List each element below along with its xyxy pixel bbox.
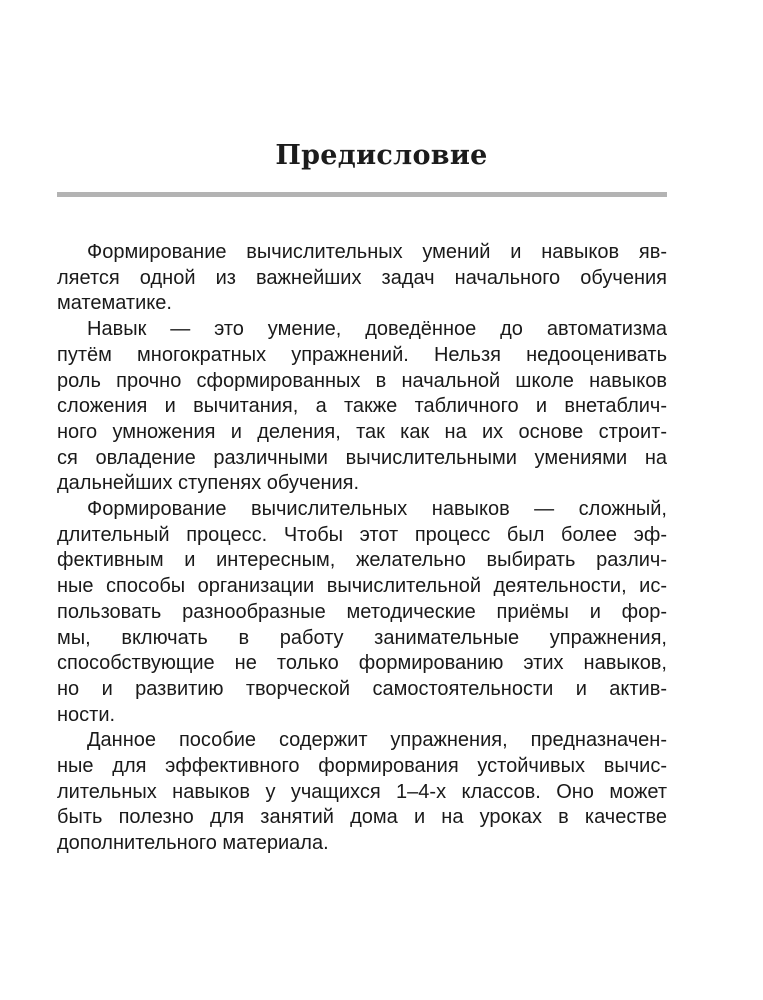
text-line: ные способы организации вычислительной деятельности, ис-	[57, 575, 667, 598]
text-line: дальнейших ступенях обучения.	[57, 472, 360, 495]
text-line: длительный процесс. Чтобы этот процесс был более эф-	[57, 523, 667, 546]
text-line: Навык — это умение, доведённое до автоматизма	[87, 318, 667, 341]
text-line: математике.	[57, 292, 172, 315]
text-line: лительных навыков у учащихся 1–4-х классов. Оно может	[57, 780, 667, 803]
text-line: пользовать разнообразные методические приёмы и фор-	[57, 600, 667, 623]
preface-body	[57, 240, 667, 857]
page-title: Предисловие	[275, 140, 488, 171]
title-divider	[57, 192, 667, 197]
text-line: ные для эффективного формирования устойчивых вычис-	[57, 755, 667, 778]
text-line: быть полезно для занятий дома и на уроках в качестве	[57, 806, 667, 829]
text-line: Формирование вычислительных навыков — сложный,	[87, 498, 667, 521]
text-line: Формирование вычислительных умений и навыков яв-	[87, 241, 667, 263]
paragraph-1	[57, 240, 667, 317]
text-line: дополнительного материала.	[57, 832, 329, 855]
paragraph-3	[57, 497, 667, 728]
text-line: ности.	[57, 703, 116, 726]
text-line: ся овладение различными вычислительными умениями на	[57, 446, 667, 469]
text-line: мы, включать в работу занимательные упражнения,	[57, 626, 667, 649]
text-line: сложения и вычитания, а также табличного и внетаблич-	[57, 395, 667, 418]
paragraph-4	[57, 728, 667, 857]
text-line: ного умножения и деления, так как на их основе строит-	[57, 420, 667, 443]
text-line: роль прочно сформированных в начальной школе навыков	[57, 369, 667, 392]
text-line: Данное пособие содержит упражнения, предназначен-	[87, 729, 667, 752]
paragraph-2	[57, 317, 667, 497]
text-line: фективным и интересным, желательно выбирать различ-	[57, 549, 667, 572]
text-line: способствующие не только формированию этих навыков,	[57, 652, 667, 675]
text-line: путём многократных упражнений. Нельзя недооценивать	[57, 343, 667, 366]
text-line: но и развитию творческой самостоятельности и актив-	[57, 677, 667, 700]
text-line: ляется одной из важнейших задач начального обучения	[57, 266, 667, 289]
